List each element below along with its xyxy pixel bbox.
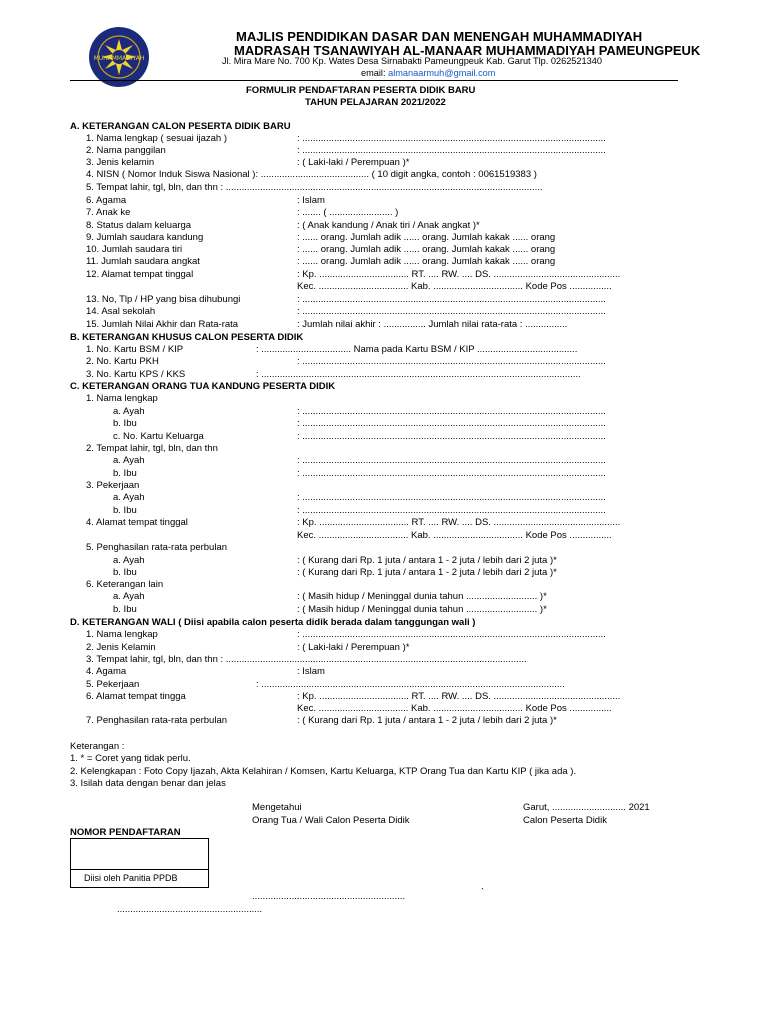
logo-text: MUHAMMADIYAH (93, 55, 145, 62)
header-rule (70, 80, 678, 81)
a-religion-value: : Islam (297, 195, 325, 206)
d-income-label: 7. Penghasilan rata-rata perbulan (86, 715, 228, 726)
section-b-heading: B. KETERANGAN KHUSUS CALON PESERTA DIDIK (70, 332, 304, 343)
a-child-order-label: 7. Anak ke (86, 207, 131, 218)
c-mother-job-field[interactable]: : ................................................................................................................... (297, 505, 606, 516)
sign-bottom-dots[interactable]: ....................................................... (117, 904, 263, 915)
d-address-field-2[interactable]: Kec. .................................. Kab. .................................. Kode Pos ................ (297, 703, 612, 714)
c-job-label: 3. Pekerjaan (86, 480, 140, 491)
note-line-1: 1. * = Coret yang tidak perlu. (70, 753, 191, 764)
a-name-field[interactable]: : ................................................................................................................... (297, 133, 606, 144)
a-school-label: 14. Asal sekolah (86, 306, 156, 317)
c-address-field-2[interactable]: Kec. .................................. Kab. .................................. Kode Pos ................ (297, 530, 612, 541)
c-mother-job-label: b. Ibu (113, 505, 137, 516)
c-mother-income-label: b. Ibu (113, 567, 137, 578)
d-religion-value: : Islam (297, 666, 325, 677)
a-gender-field[interactable]: : ( Laki-laki / Perempuan )* (297, 157, 410, 168)
a-score-label: 15. Jumlah Nilai Akhir dan Rata-rata (86, 319, 239, 330)
c-address-field[interactable]: : Kp. .................................. RT. .... RW. .... DS. ................................................ (297, 517, 621, 528)
notes-heading: Keterangan : (70, 741, 125, 752)
c-mother-birth-label: b. Ibu (113, 468, 137, 479)
d-name-field[interactable]: : ................................................................................................................... (297, 629, 606, 640)
d-name-label: 1. Nama lengkap (86, 629, 158, 640)
box-divider (71, 869, 208, 870)
c-kk-label: c. No. Kartu Keluarga (113, 431, 204, 442)
b-pkh-field[interactable]: : ................................................................................................................... (297, 356, 606, 367)
a-score-field[interactable]: : Jumlah nilai akhir : ................ Jumlah nilai rata-rata : ................ (297, 319, 568, 330)
d-birth-line[interactable]: 3. Tempat lahir, tgl, bln, dan thn : .................................................................................................................. (86, 654, 527, 665)
a-phone-label: 13. No, Tlp / HP yang bisa dihubungi (86, 294, 241, 305)
c-mother-name-field[interactable]: : ................................................................................................................... (297, 418, 606, 429)
sign-left-line-2: Orang Tua / Wali Calon Peserta Didik (252, 815, 410, 826)
c-father-other-field[interactable]: : ( Masih hidup / Meninggal dunia tahun ........................... )* (297, 591, 547, 602)
d-gender-label: 2. Jenis Kelamin (86, 642, 156, 653)
a-birth-line[interactable]: 5. Tempat lahir, tgl, bln, dan thn : ........................................................................................................................ (86, 182, 543, 193)
d-income-field[interactable]: : ( Kurang dari Rp. 1 juta / antara 1 - 2 juta / lebih dari 2 juta )* (297, 715, 557, 726)
c-name-label: 1. Nama lengkap (86, 393, 158, 404)
school-logo (88, 26, 150, 88)
email-line (361, 69, 495, 78)
form-subtitle: TAHUN PELAJARAN 2021/2022 (305, 97, 446, 108)
b-kps-label: 3. No. Kartu KPS / KKS (86, 369, 186, 380)
sign-right-mark: ` (481, 887, 485, 898)
c-father-income-label: a. Ayah (113, 555, 145, 566)
sign-left-line-1: Mengetahui (252, 802, 302, 813)
sign-right-line-2: Calon Peserta Didik (523, 815, 607, 826)
org-line-2: MADRASAH TSANAWIYAH AL-MANAAR MUHAMMADIYAH PAMEUNGPEUK (234, 43, 701, 58)
c-mother-income-field[interactable]: : ( Kurang dari Rp. 1 juta / antara 1 - 2 juta / lebih dari 2 juta )* (297, 567, 557, 578)
c-father-birth-label: a. Ayah (113, 455, 145, 466)
a-family-status-field[interactable]: : ( Anak kandung / Anak tiri / Anak angkat )* (297, 220, 480, 231)
b-kip-field[interactable]: : .................................. Nama pada Kartu BSM / KIP ...................................... (256, 344, 578, 355)
sign-left-dots[interactable]: .......................................................... (252, 891, 406, 902)
email-link[interactable]: almanaarmuh@gmail.com (388, 68, 496, 78)
a-siblings-label: 9. Jumlah saudara kandung (86, 232, 204, 243)
b-kip-label: 1. No. Kartu BSM / KIP (86, 344, 184, 355)
c-mother-other-field[interactable]: : ( Masih hidup / Meninggal dunia tahun ........................... )* (297, 604, 547, 615)
registration-number-box[interactable] (70, 838, 209, 888)
note-line-3: 3. Isilah data dengan benar dan jelas (70, 778, 226, 789)
c-father-job-label: a. Ayah (113, 492, 145, 503)
c-income-label: 5. Penghasilan rata-rata perbulan (86, 542, 228, 553)
d-address-label: 6. Alamat tempat tingga (86, 691, 186, 702)
box-caption: Diisi oleh Panitia PPDB (84, 873, 178, 883)
school-address: Jl. Mira Mare No. 700 Kp. Wates Desa Sirnabakti Pameungpeuk Kab. Garut Tlp. 0262521340 (222, 56, 602, 66)
a-name-label: 1. Nama lengkap ( sesuai ijazah ) (86, 133, 227, 144)
a-nickname-field[interactable]: : ................................................................................................................... (297, 145, 606, 156)
c-father-job-field[interactable]: : ................................................................................................................... (297, 492, 606, 503)
registration-number-label: NOMOR PENDAFTARAN (70, 827, 181, 838)
c-father-name-field[interactable]: : ................................................................................................................... (297, 406, 606, 417)
a-siblings-field[interactable]: : ...... orang. Jumlah adik ...... orang. Jumlah kakak ...... orang (297, 232, 556, 243)
org-line-1: MAJLIS PENDIDIKAN DASAR DAN MENENGAH MUHAMMADIYAH (236, 29, 643, 44)
a-school-field[interactable]: : ................................................................................................................... (297, 306, 606, 317)
c-address-label: 4. Alamat tempat tinggal (86, 517, 188, 528)
b-pkh-label: 2. No. Kartu PKH (86, 356, 159, 367)
section-d-heading: D. KETERANGAN WALI ( Diisi apabila calon peserta didik berada dalam tanggungan wali ) (70, 617, 476, 628)
a-adopted-siblings-field[interactable]: : ...... orang. Jumlah adik ...... orang. Jumlah kakak ...... orang (297, 256, 556, 267)
c-father-other-label: a. Ayah (113, 591, 145, 602)
d-religion-label: 4. Agama (86, 666, 127, 677)
note-line-2: 2. Kelengkapan : Foto Copy Ijazah, Akta Kelahiran / Komsen, Kartu Keluarga, KTP Orang Tua dan Kartu KIP ( jika ada ). (70, 766, 577, 777)
a-adopted-siblings-label: 11. Jumlah saudara angkat (86, 256, 200, 267)
a-family-status-label: 8. Status dalam keluarga (86, 220, 192, 231)
c-father-name-label: a. Ayah (113, 406, 145, 417)
c-mother-birth-field[interactable]: : ................................................................................................................... (297, 468, 606, 479)
c-father-birth-field[interactable]: : ................................................................................................................... (297, 455, 606, 466)
c-kk-field[interactable]: : ................................................................................................................... (297, 431, 606, 442)
a-nisn-line[interactable]: 4. NISN ( Nomor Induk Siswa Nasional ): ......................................... ( 10 digit angka, contoh : 0061519383 ) (86, 169, 537, 180)
section-c-heading: C. KETERANGAN ORANG TUA KANDUNG PESERTA DIDIK (70, 381, 336, 392)
a-step-siblings-field[interactable]: : ...... orang. Jumlah adik ...... orang. Jumlah kakak ...... orang (297, 244, 556, 255)
sign-right-date[interactable]: Garut, ............................ 2021 (523, 802, 650, 813)
a-address-label: 12. Alamat tempat tinggal (86, 269, 194, 280)
d-job-field[interactable]: : ................................................................................................................... (256, 679, 565, 690)
c-mother-name-label: b. Ibu (113, 418, 137, 429)
form-title: FORMULIR PENDAFTARAN PESERTA DIDIK BARU (246, 85, 476, 96)
d-job-label: 5. Pekerjaan (86, 679, 140, 690)
c-other-label: 6. Keterangan lain (86, 579, 164, 590)
d-address-field[interactable]: : Kp. .................................. RT. .... RW. .... DS. ................................................ (297, 691, 621, 702)
c-mother-other-label: b. Ibu (113, 604, 137, 615)
email-label: email: (361, 68, 386, 78)
b-kps-field[interactable]: : ......................................................................................................................... (256, 369, 581, 380)
a-gender-label: 3. Jenis kelamin (86, 157, 155, 168)
a-phone-field[interactable]: : ................................................................................................................... (297, 294, 606, 305)
d-gender-field[interactable]: : ( Laki-laki / Perempuan )* (297, 642, 410, 653)
a-step-siblings-label: 10. Jumlah saudara tiri (86, 244, 183, 255)
section-a-heading: A. KETERANGAN CALON PESERTA DIDIK BARU (70, 121, 291, 132)
a-religion-label: 6. Agama (86, 195, 127, 206)
a-address-field-2[interactable]: Kec. .................................. Kab. .................................. Kode Pos ................ (297, 281, 612, 292)
a-nickname-label: 2. Nama panggilan (86, 145, 166, 156)
a-address-field[interactable]: : Kp. .................................. RT. .... RW. .... DS. ................................................ (297, 269, 621, 280)
c-father-income-field[interactable]: : ( Kurang dari Rp. 1 juta / antara 1 - 2 juta / lebih dari 2 juta )* (297, 555, 557, 566)
a-child-order-field[interactable]: : ....... ( ........................ ) (297, 207, 399, 218)
c-birth-label: 2. Tempat lahir, tgl, bln, dan thn (86, 443, 218, 454)
